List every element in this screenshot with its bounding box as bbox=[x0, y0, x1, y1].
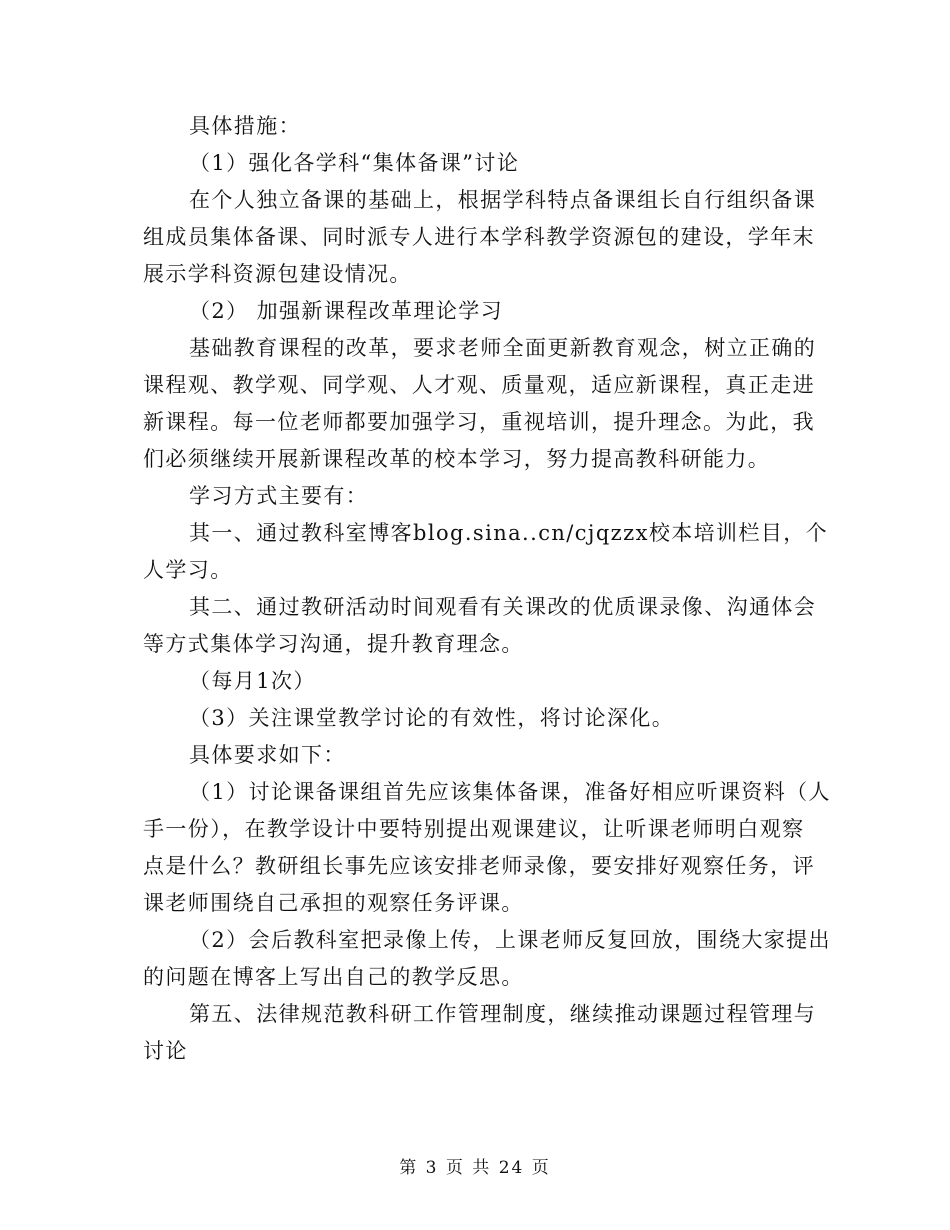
paragraph-line: 的问题在博客上写出自己的教学反思。 bbox=[143, 965, 524, 989]
paragraph-line: 们必须继续开展新课程改革的校本学习，努力提高教科研能力。 bbox=[143, 447, 771, 471]
paragraph-line: 等方式集体学习沟通，提升教育理念。 bbox=[143, 632, 524, 656]
paragraph-line: 第五、法律规范教科研工作管理制度，继续推动课题过程管理与 bbox=[189, 1002, 817, 1026]
paragraph-line: 在个人独立备课的基础上，根据学科特点备课组长自行组织备课 bbox=[189, 188, 817, 212]
paragraph-line: 基础教育课程的改革，要求老师全面更新教育观念，树立正确的 bbox=[189, 336, 817, 360]
paragraph-line: 组成员集体备课、同时派专人进行本学科教学资源包的建设，学年末 bbox=[143, 225, 815, 249]
paragraph-line: 新课程。每一位老师都要加强学习，重视培训，提升理念。为此，我 bbox=[143, 410, 815, 434]
paragraph-line: 其一、通过教科室博客blog.sina..cn/cjqzzx校本培训栏目，个 bbox=[189, 521, 829, 545]
paragraph-line: （每月1次） bbox=[189, 669, 316, 693]
subheading-1: （1）强化各学科“集体备课”讨论 bbox=[189, 151, 520, 175]
paragraph-line: 展示学科资源包建设情况。 bbox=[143, 262, 412, 286]
paragraph-line: （2）会后教科室把录像上传，上课老师反复回放，围绕大家提出 bbox=[189, 928, 831, 952]
paragraph-line: 点是什么？教研组长事先应该安排老师录像，要安排好观察任务，评 bbox=[143, 854, 815, 878]
paragraph-line: 手一份），在教学设计中要特别提出观课建议，让听课老师明白观察 bbox=[143, 817, 805, 841]
subheading-2: （2） 加强新课程改革理论学习 bbox=[189, 299, 504, 323]
paragraph-line: 课程观、教学观、同学观、人才观、质量观，适应新课程，真正走进 bbox=[143, 373, 815, 397]
paragraph-line: 课老师围绕自己承担的观察任务评课。 bbox=[143, 891, 524, 915]
paragraph-line: 学习方式主要有： bbox=[189, 484, 369, 508]
paragraph-heading: 具体措施： bbox=[189, 114, 301, 138]
document-body bbox=[143, 108, 831, 1070]
paragraph-line: 人学习。 bbox=[143, 558, 233, 582]
subheading-3: （3）关注课堂教学讨论的有效性，将讨论深化。 bbox=[189, 706, 675, 730]
page-number-footer: 第 3 页 共 24 页 bbox=[399, 1158, 551, 1178]
paragraph-line: 讨论 bbox=[143, 1039, 188, 1063]
paragraph-line: 具体要求如下： bbox=[189, 743, 346, 767]
paragraph-line: （1）讨论课备课组首先应该集体备课，准备好相应听课资料（人 bbox=[189, 780, 831, 804]
paragraph-line: 其二、通过教研活动时间观看有关课改的优质课录像、沟通体会 bbox=[189, 595, 817, 619]
